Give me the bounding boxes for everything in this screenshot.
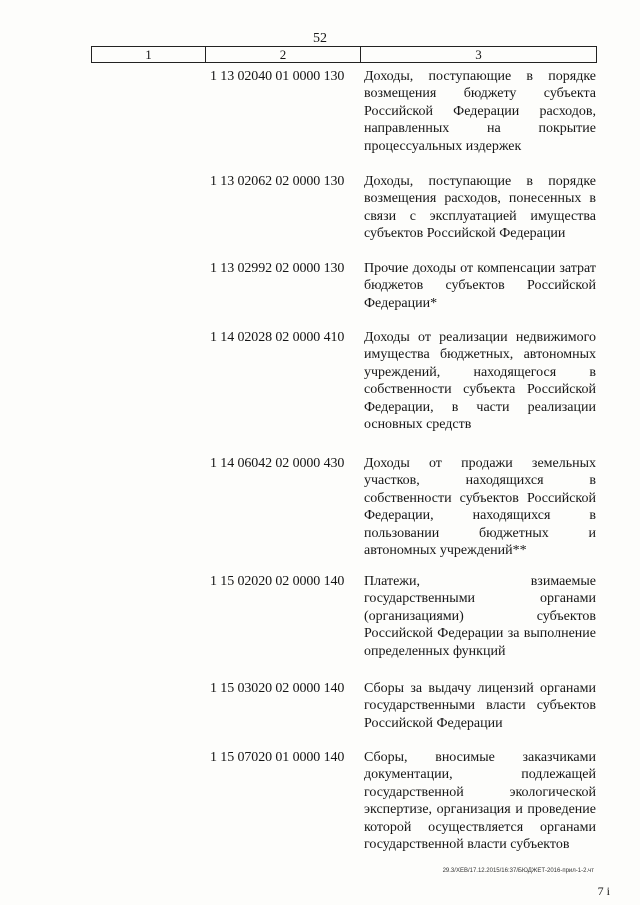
- table-row: [210, 260, 600, 312]
- table-row: [210, 329, 600, 433]
- table-row: [210, 173, 600, 243]
- page-number: 52: [313, 31, 327, 46]
- corner-mark: 7 i: [597, 884, 610, 898]
- income-description: Сборы, вносимые заказчиками документации, подлежащей государственной экологической экспертизе, организация и проведение которой осуществляется органами государственной власти субъектов: [364, 750, 596, 853]
- income-description: Доходы от продажи земельных участков, находящихся в собственности субъектов Российской Федерации, находящихся в пользовании бюджетных и автономных учреждений**: [364, 456, 596, 559]
- table-row: [210, 680, 600, 732]
- table-header: [91, 46, 597, 63]
- header-col-1: 1: [92, 47, 206, 62]
- table-row: [210, 455, 600, 559]
- budget-code: 1 13 02040 01 0000 130: [210, 69, 345, 84]
- footer-stamp: 29.3/ХЕВ/17.12.2015/16:37/БЮДЖЕТ-2016-прил-1-2.чт: [442, 868, 594, 874]
- table-row: [210, 68, 600, 155]
- table-row: [210, 749, 600, 853]
- header-col-2: 2: [206, 47, 361, 62]
- income-description: Доходы от реализации недвижимого имущества бюджетных, автономных учреждений, находящегося в собственности субъекта Российской Федерации, в части реализации основных средств: [364, 330, 596, 433]
- header-col-3: 3: [475, 47, 482, 62]
- budget-code: 1 15 02020 02 0000 140: [210, 574, 345, 589]
- budget-code: 1 13 02062 02 0000 130: [210, 174, 345, 189]
- budget-code: 1 15 03020 02 0000 140: [210, 681, 345, 696]
- budget-code: 1 13 02992 02 0000 130: [210, 261, 345, 276]
- budget-code: 1 14 06042 02 0000 430: [210, 456, 345, 471]
- income-description: Сборы за выдачу лицензий органами государственными власти субъектов Российской Федерации: [364, 681, 596, 731]
- income-description: Доходы, поступающие в порядке возмещения расходов, понесенных в связи с эксплуатацией имущества субъектов Российской Федерации: [364, 174, 596, 242]
- budget-code: 1 14 02028 02 0000 410: [210, 330, 345, 345]
- income-description: Платежи, взимаемые государственными органами (организациями) субъектов Российской Федерации за выполнение определенных функций: [364, 574, 596, 659]
- budget-code: 1 15 07020 01 0000 140: [210, 750, 345, 765]
- income-description: Прочие доходы от компенсации затрат бюджетов субъектов Российской Федерации*: [364, 261, 596, 311]
- income-description: Доходы, поступающие в порядке возмещения бюджету субъекта Российской Федерации расходов, направленных на покрытие процессуальных издержек: [364, 69, 596, 154]
- table-row: [210, 573, 600, 660]
